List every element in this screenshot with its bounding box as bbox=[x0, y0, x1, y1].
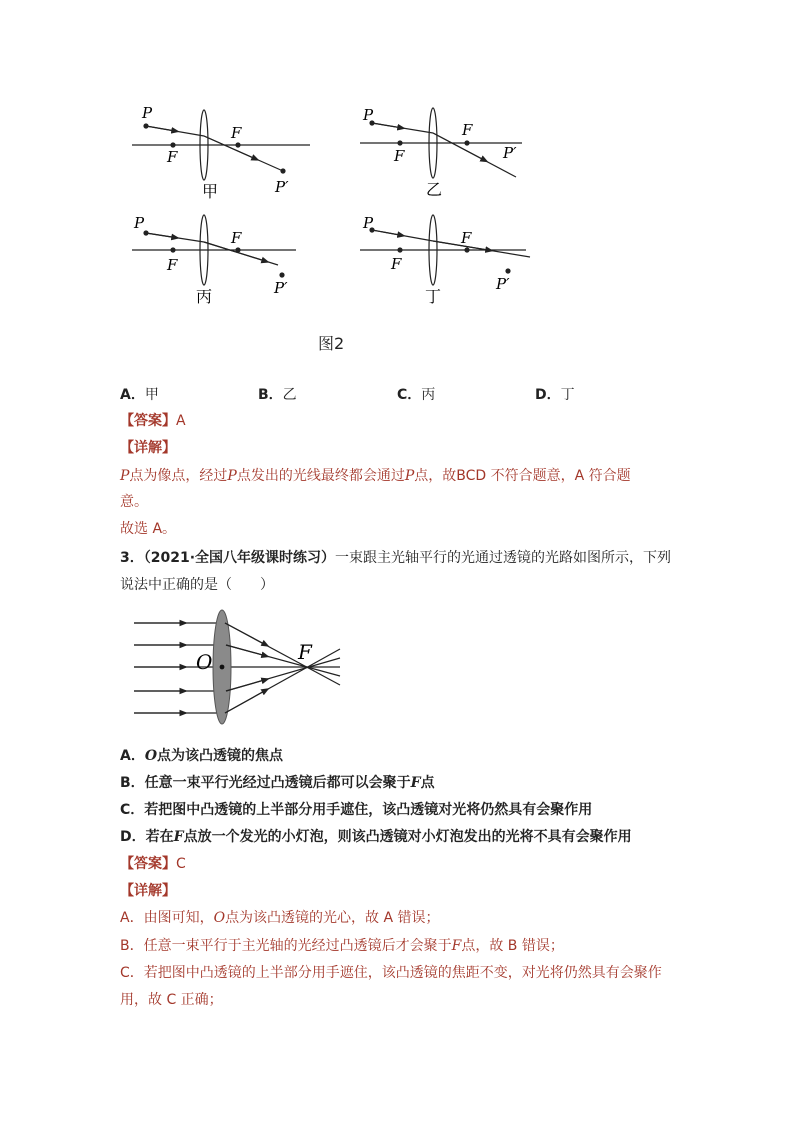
sub-caption-jia: 甲 bbox=[202, 182, 219, 201]
q2-option-b bbox=[258, 384, 297, 404]
option-letter: C． bbox=[120, 802, 145, 818]
label-p: P bbox=[363, 106, 374, 124]
detail-text: 点为该凸透镜的光心，故 A 错误； bbox=[225, 910, 440, 926]
q3-option-a bbox=[120, 746, 283, 766]
answer-value: C bbox=[176, 856, 186, 872]
option-letter: C． bbox=[397, 387, 422, 403]
detail-text: 点，故BCD 不符合题意，A 符合题 bbox=[414, 468, 631, 484]
symbol-p: P bbox=[120, 468, 130, 484]
label-p-prime: P′ bbox=[496, 275, 510, 293]
question-stem: 一束跟主光轴平行的光通过透镜的光路如图所示，下列 bbox=[335, 550, 672, 566]
label-f: F bbox=[298, 640, 312, 664]
option-text: 甲 bbox=[144, 387, 159, 403]
symbol-f: F bbox=[173, 829, 184, 845]
label-o: O bbox=[196, 650, 213, 674]
label-f-left: F bbox=[394, 147, 405, 165]
answer-value: A bbox=[176, 413, 186, 429]
option-text: 点放一个发光的小灯泡，则该凸透镜对小灯泡发出的光将不具有会聚作用 bbox=[183, 829, 632, 845]
detail-text: A．由图可知， bbox=[120, 910, 214, 926]
q2-detail-tag: 【详解】 bbox=[120, 440, 176, 456]
answer-tag: 【答案】 bbox=[120, 856, 176, 872]
q3-option-d bbox=[120, 827, 632, 847]
option-letter: A． bbox=[120, 387, 145, 403]
q2-detail-line-2: 意。 bbox=[120, 494, 148, 510]
q3-stem-line-1 bbox=[120, 548, 671, 568]
option-text: 点 bbox=[420, 775, 435, 791]
option-text: 若把图中凸透镜的上半部分用手遮住，该凸透镜对光将仍然具有会聚作用 bbox=[144, 802, 593, 818]
sub-caption-ding: 丁 bbox=[425, 287, 442, 306]
label-p-prime: P′ bbox=[503, 144, 517, 162]
q3-detail-a bbox=[120, 908, 440, 928]
option-text: 任意一束平行光经过凸透镜后都可以会聚于 bbox=[144, 775, 411, 791]
option-letter: D． bbox=[120, 829, 146, 845]
diagram-yi bbox=[360, 106, 522, 199]
label-p-prime: P′ bbox=[274, 279, 288, 297]
symbol-f: F bbox=[410, 775, 421, 791]
q3-option-c bbox=[120, 800, 592, 820]
q2-option-d bbox=[535, 384, 575, 404]
option-letter: A． bbox=[120, 748, 145, 764]
label-p: P bbox=[363, 214, 374, 232]
option-letter: B． bbox=[120, 775, 145, 791]
option-letter: B． bbox=[258, 387, 283, 403]
symbol-o: O bbox=[213, 910, 226, 926]
option-text: 点为该凸透镜的焦点 bbox=[157, 748, 284, 764]
label-p-prime: P′ bbox=[275, 178, 289, 196]
label-p: P bbox=[142, 104, 153, 122]
sub-caption-yi: 乙 bbox=[426, 180, 443, 199]
question-source: （2021·全国八年级课时练习） bbox=[143, 550, 336, 566]
q3-detail-c-line-2: 用，故 C 正确； bbox=[120, 992, 223, 1008]
q2-option-c bbox=[397, 384, 435, 404]
q2-detail-line-1 bbox=[120, 466, 631, 486]
option-text: 丁 bbox=[560, 387, 575, 403]
symbol-o: O bbox=[144, 748, 158, 764]
option-letter: D． bbox=[535, 387, 561, 403]
symbol-p: P bbox=[227, 468, 237, 484]
diagram-ding bbox=[360, 214, 530, 306]
detail-text: 点发出的光线最终都会通过 bbox=[236, 468, 405, 484]
label-p: P bbox=[134, 214, 145, 232]
label-f-left: F bbox=[391, 255, 402, 273]
answer-tag: 【答案】 bbox=[120, 413, 176, 429]
q2-conclusion: 故选 A。 bbox=[120, 521, 177, 537]
option-text: 乙 bbox=[282, 387, 297, 403]
figure-q3 bbox=[128, 605, 353, 730]
diagram-bing bbox=[132, 214, 296, 306]
label-f-right: F bbox=[461, 229, 472, 247]
q3-detail-b bbox=[120, 936, 564, 956]
diagram-jia bbox=[132, 104, 310, 201]
q3-answer bbox=[120, 854, 186, 874]
detail-text: 点，故 B 错误； bbox=[461, 938, 564, 954]
label-f-left: F bbox=[167, 148, 178, 166]
q3-stem-line-2: 说法中正确的是（ ） bbox=[120, 577, 274, 593]
label-f-right: F bbox=[462, 121, 473, 139]
figure-2 bbox=[120, 95, 560, 320]
option-text: 丙 bbox=[421, 387, 436, 403]
detail-text: 点为像点，经过 bbox=[129, 468, 228, 484]
symbol-p: P bbox=[404, 468, 415, 484]
question-number: 3． bbox=[120, 550, 144, 566]
option-text: 若在 bbox=[145, 829, 174, 845]
label-f-right: F bbox=[231, 124, 242, 142]
detail-text: B．任意一束平行于主光轴的光经过凸透镜后才会聚于 bbox=[120, 938, 452, 954]
label-f-left: F bbox=[167, 256, 178, 274]
symbol-f: F bbox=[451, 938, 462, 954]
q2-answer bbox=[120, 411, 186, 431]
q2-option-a bbox=[120, 384, 159, 404]
sub-caption-bing: 丙 bbox=[196, 287, 213, 306]
figure-caption: 图2 bbox=[318, 334, 345, 353]
q3-detail-tag: 【详解】 bbox=[120, 883, 176, 899]
q3-option-b bbox=[120, 773, 435, 793]
label-f-right: F bbox=[231, 229, 242, 247]
q3-detail-c-line-1: C．若把图中凸透镜的上半部分用手遮住，该凸透镜的焦距不变，对光将仍然具有会聚作 bbox=[120, 965, 662, 981]
